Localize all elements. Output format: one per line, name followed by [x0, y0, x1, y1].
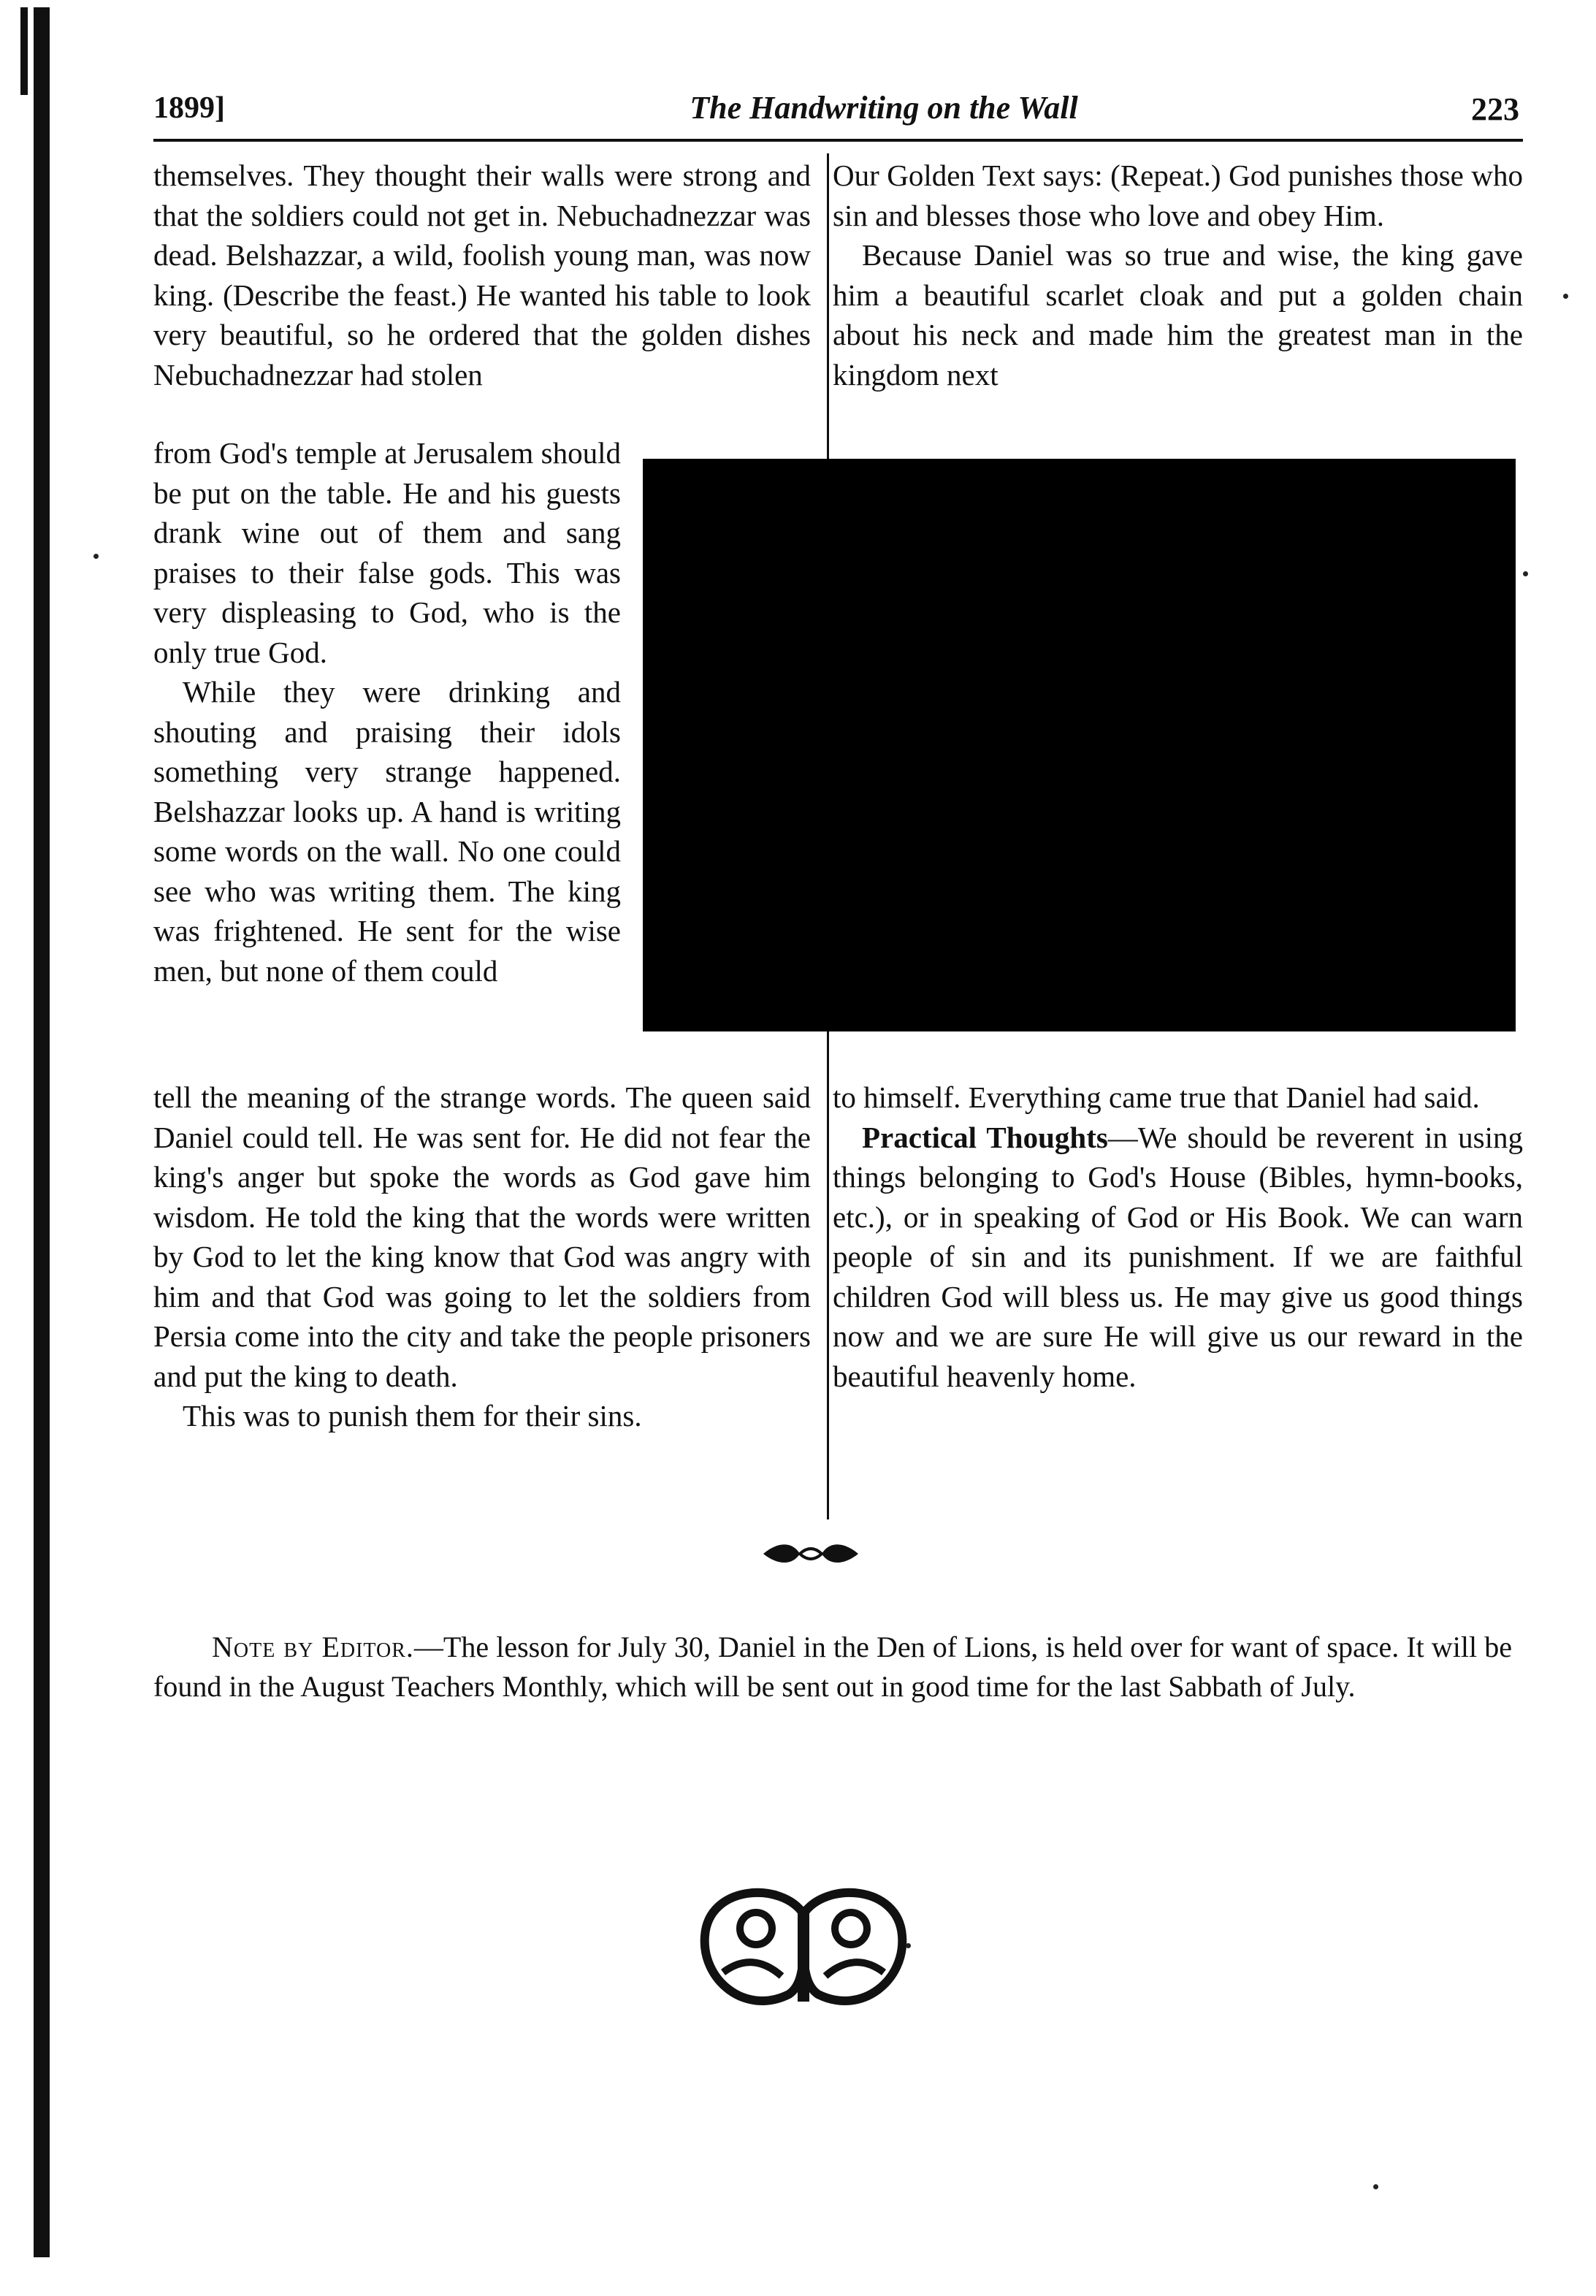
right-top-paragraph-1: Our Golden Text says: (Repeat.) God punishes those who sin and blesses those who love and obey Him. [833, 159, 1523, 232]
print-speck [93, 554, 99, 559]
editor-note-text: —The lesson for July 30, Daniel in the Den of Lions, is held over for want of space. It will be found in the August Teachers Monthly, which will be sent out in good time for the last Sabbath of July. [153, 1631, 1512, 1703]
right-column-bottom [833, 1078, 1523, 1396]
practical-thoughts-paragraph [833, 1118, 1523, 1397]
small-ornament-icon [760, 1538, 862, 1570]
practical-thoughts-label: Practical Thoughts [862, 1120, 1108, 1154]
left-bottom-paragraph-2: This was to punish them for their sins. [183, 1399, 642, 1433]
left-narrow-paragraph-1: from God's temple at Jerusalem should be put on the table. He and his guests drank wine out of them and sang praises to their false gods. This was very displeasing to God, who is the only true God. [153, 436, 621, 669]
editor-note-label: Note by Editor. [212, 1631, 414, 1663]
header-rule [153, 139, 1523, 142]
left-column-narrow [153, 433, 621, 991]
print-speck [1563, 294, 1568, 299]
redacted-illustration [643, 459, 1516, 1031]
right-column-top [833, 156, 1523, 394]
page-number: 223 [1471, 91, 1519, 127]
print-speck [1523, 571, 1528, 576]
right-top-paragraph-2: Because Daniel was so true and wise, the king gave him a beautiful scarlet cloak and put a golden chain about his neck and made him the greatest man in the kingdom next [833, 238, 1523, 392]
right-bottom-paragraph-1: to himself. Everything came true that Daniel had said. [833, 1080, 1480, 1114]
print-speck [1373, 2184, 1378, 2189]
left-narrow-paragraph-2: While they were drinking and shouting and praising their idols something very strange happened. Belshazzar looks up. A hand is writing some words on the wall. No one could see who was writing them. The king was frightened. He sent for the wise men, but none of them could [153, 675, 621, 988]
editor-note [153, 1628, 1512, 1706]
left-top-paragraph: themselves. They thought their walls were strong and that the soldiers could not get in. Nebuchadnezzar was dead. Belshazzar, a wild, foolish young man, was now king. (Describe the feast.) He wanted his table to look very beautiful, so he ordered that the golden dishes Nebuchadnezzar had stolen [153, 159, 811, 392]
header-title: The Handwriting on the Wall [690, 90, 1078, 126]
header-year: 1899] [153, 91, 225, 125]
page-binding-edge [34, 7, 50, 2257]
left-column-top [153, 156, 811, 394]
butterfly-ornament-icon [694, 1885, 913, 2031]
practical-thoughts-text: —We should be reverent in using things belonging to God's House (Bibles, hymn-books, etc.), or in speaking of God or His Book. We can warn people of sin and its punishment. If we are faithful children God will bless us. He may give us good things now and we are sure He will give us our reward in the beautiful heavenly home. [833, 1120, 1523, 1393]
print-speck [906, 1943, 911, 1948]
running-header [153, 86, 1519, 145]
left-column-bottom [153, 1078, 811, 1436]
left-bottom-paragraph-1: tell the meaning of the strange words. The queen said Daniel could tell. He was sent for. He did not fear the king's anger but spoke the words as God gave him wisdom. He told the king that the words were written by God to let the king know that God was angry with him and that God was going to let the soldiers from Persia come into the city and take the people prisoners and put the king to death. [153, 1080, 811, 1393]
